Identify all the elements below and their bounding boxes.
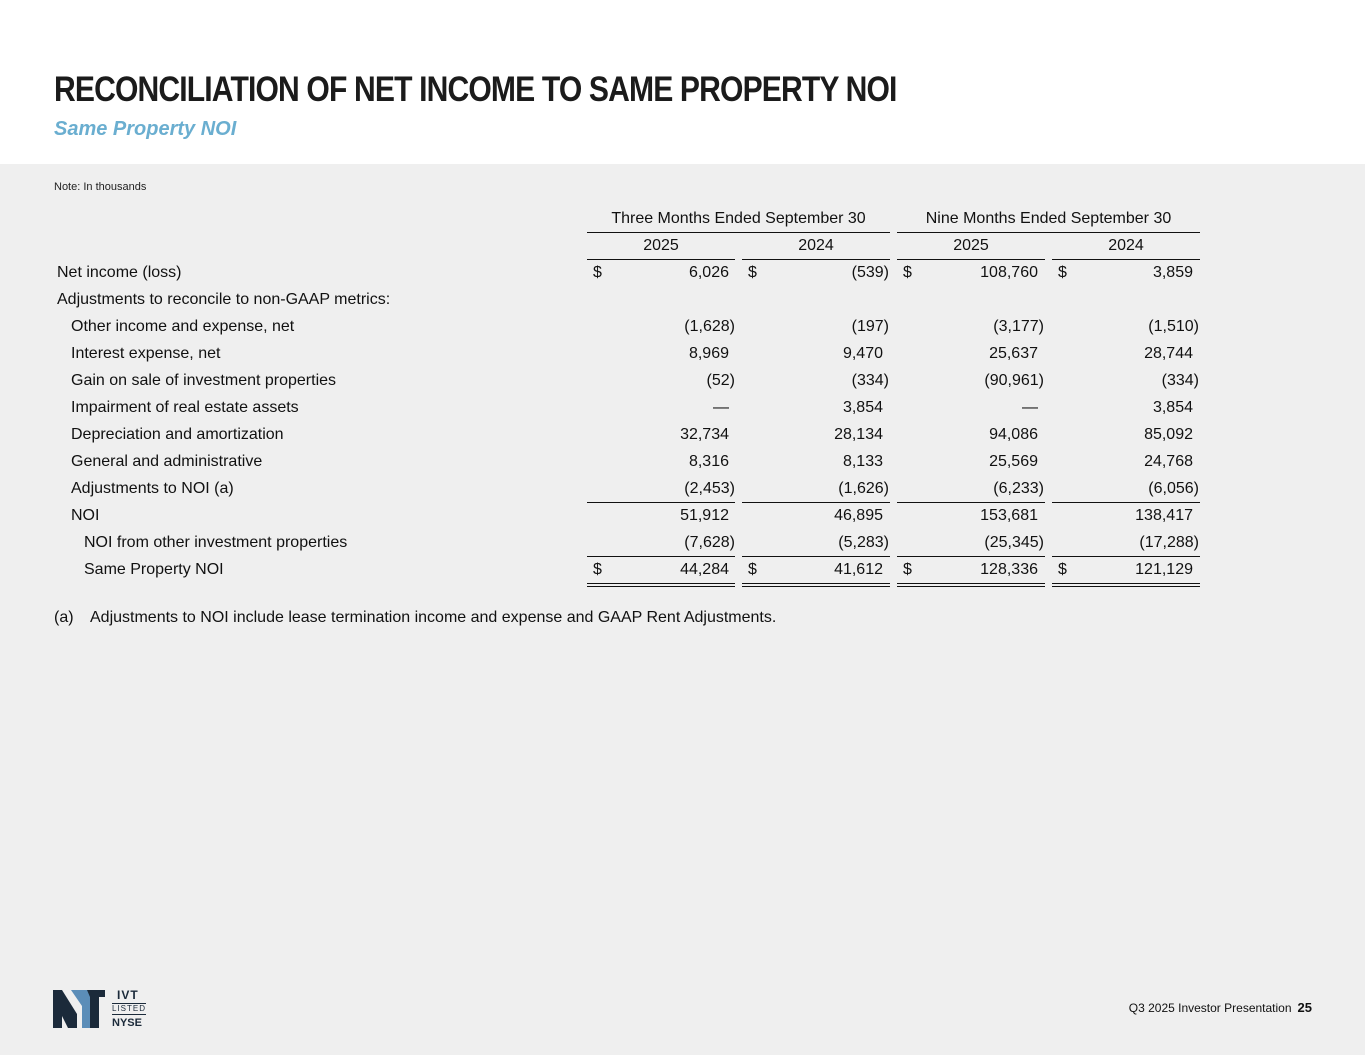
total-double-line [742,583,890,587]
subtotal-line [587,502,735,503]
subtotal-line [1052,556,1200,557]
currency-symbol: $ [593,561,602,578]
currency-symbol: $ [748,561,757,578]
row-label: Interest expense, net [71,345,221,362]
year-underline [1052,259,1200,260]
logo-listed: LISTED [112,1004,147,1013]
row-label: Net income (loss) [57,264,182,281]
value-cell: (6,056) [1148,480,1199,497]
value-cell: 3,854 [842,399,883,416]
group-header-nine-months: Nine Months Ended September 30 [925,210,1172,227]
value-cell: (1,510) [1148,318,1199,335]
value-cell: 94,086 [989,426,1038,443]
year-underline [897,259,1045,260]
value-cell: (334) [851,372,889,389]
currency-symbol: $ [748,264,757,281]
row-label: Other income and expense, net [71,318,295,335]
row-label: NOI [71,507,100,524]
logo-exchange: NYSE [112,1017,142,1029]
value-cell: (1,626) [838,480,889,497]
value-cell: — [713,399,729,416]
subtotal-line [897,502,1045,503]
year-underline [587,259,735,260]
footnote [54,609,776,627]
subtotal-line [1052,502,1200,503]
currency-symbol: $ [1058,264,1067,281]
value-cell: 121,129 [1135,561,1193,578]
row-label: Impairment of real estate assets [71,399,299,416]
footnote-marker: (a) [54,609,74,626]
subtotal-line [897,556,1045,557]
total-double-line [587,583,735,587]
table-row [0,316,1365,343]
value-cell: 8,316 [688,453,729,470]
value-cell: (539) [851,264,889,281]
table-row [0,262,1365,289]
value-cell: 32,734 [680,426,729,443]
group-underline [587,232,890,233]
value-cell: 6,026 [688,264,729,281]
year-header: 2025 [953,237,989,254]
value-cell: (197) [851,318,889,335]
currency-symbol: $ [903,561,912,578]
row-label: Depreciation and amortization [71,426,284,443]
value-cell: (334) [1161,372,1199,389]
units-note: Note: In thousands [54,181,147,193]
value-cell: 46,895 [834,507,883,524]
group-underline [897,232,1200,233]
row-label: Adjustments to reconcile to non-GAAP metrics: [57,291,391,308]
value-cell: (25,345) [984,534,1044,551]
total-double-line [897,583,1045,587]
total-double-line [1052,583,1200,587]
value-cell: 3,854 [1152,399,1193,416]
table-row [0,478,1365,505]
table-row [0,424,1365,451]
value-cell: 24,768 [1144,453,1193,470]
value-cell: 8,133 [842,453,883,470]
value-cell: (5,283) [838,534,889,551]
subtotal-line [587,556,735,557]
year-underline [742,259,890,260]
value-cell: 138,417 [1135,507,1193,524]
table-row [0,289,1365,316]
table-row [0,559,1365,586]
value-cell: 25,637 [989,345,1038,362]
value-cell: (7,628) [684,534,735,551]
table-row [0,397,1365,424]
value-cell: 25,569 [989,453,1038,470]
year-header: 2024 [1108,237,1144,254]
value-cell: (6,233) [993,480,1044,497]
value-cell: 44,284 [680,561,729,578]
group-header-three-months: Three Months Ended September 30 [611,210,866,227]
page-title: RECONCILIATION OF NET INCOME TO SAME PROPERTY NOI [54,70,897,109]
value-cell: (3,177) [993,318,1044,335]
table-row [0,532,1365,559]
currency-symbol: $ [1058,561,1067,578]
value-cell: (52) [706,372,735,389]
value-cell: — [1022,399,1038,416]
table-row [0,451,1365,478]
value-cell: 108,760 [980,264,1038,281]
row-label: Adjustments to NOI (a) [71,480,234,497]
value-cell: 51,912 [680,507,729,524]
table-row [0,505,1365,532]
row-label: General and administrative [71,453,263,470]
page-footer [1129,1000,1312,1015]
value-cell: 128,336 [980,561,1038,578]
value-cell: 41,612 [834,561,883,578]
year-header: 2025 [643,237,679,254]
value-cell: 9,470 [842,345,883,362]
value-cell: (90,961) [984,372,1044,389]
table-row [0,343,1365,370]
value-cell: 3,859 [1152,264,1193,281]
value-cell: 85,092 [1144,426,1193,443]
currency-symbol: $ [593,264,602,281]
year-header: 2024 [798,237,834,254]
presentation-title: Q3 2025 Investor Presentation [1128,1001,1292,1015]
value-cell: (17,288) [1139,534,1199,551]
logo-ticker: IVT [117,988,139,1002]
row-label: NOI from other investment properties [84,534,348,551]
value-cell: 28,744 [1144,345,1193,362]
subtotal-line [742,502,890,503]
currency-symbol: $ [903,264,912,281]
page-subtitle: Same Property NOI [54,118,237,140]
row-label: Same Property NOI [84,561,224,578]
table-row [0,370,1365,397]
value-cell: (1,628) [684,318,735,335]
footnote-text: Adjustments to NOI include lease termination income and expense and GAAP Rent Adjustments. [90,609,777,626]
row-label: Gain on sale of investment properties [71,372,337,389]
value-cell: 28,134 [834,426,883,443]
value-cell: 153,681 [980,507,1038,524]
value-cell: (2,453) [684,480,735,497]
subtotal-line [742,556,890,557]
header-band [0,0,1365,164]
value-cell: 8,969 [688,345,729,362]
page-number: 25 [1297,1000,1312,1015]
